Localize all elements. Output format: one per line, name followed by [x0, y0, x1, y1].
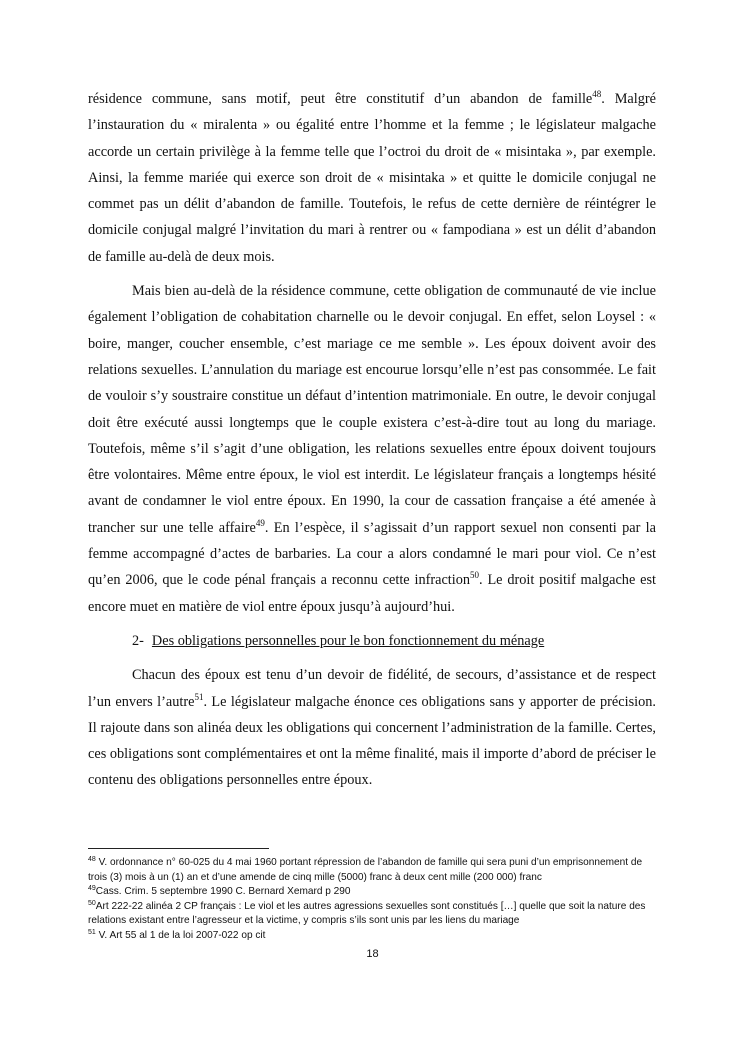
footnote-48: [88, 856, 660, 885]
footnote-text: Cass. Crim. 5 septembre 1990 C. Bernard Xemard p 290: [95, 886, 351, 898]
text-run: . Le législateur malgache énonce ces obligations sans y apporter de précision. Il rajoute dans son alinéa deux les obligations qui concernent l’administration de la famille. Certes, ces obligations sont complémentaires et ont la même finalité, mais il importe d’abord de préciser le contenu des obligations personnelles entre époux.: [88, 693, 656, 789]
footnote-divider: [88, 848, 269, 849]
heading-title: Des obligations personnelles pour le bon fonctionnement du ménage: [151, 632, 545, 649]
footnote-50: [88, 900, 660, 929]
footnote-ref[interactable]: 50: [470, 570, 480, 581]
text-run: . En l’espèce, il s’agissait d’un rapport sexuel non consenti par la femme accompagné d’actes de barbaries. La cour a alors condamné le mari pour viol. Ce n’est qu’en 2006, que le code pénal français a reconnu cette infraction: [88, 519, 656, 589]
footnotes-section: [88, 848, 660, 944]
footnote-51: [88, 929, 660, 944]
section-heading: [132, 628, 656, 654]
text-run: . Le droit positif malgache est encore muet en matière de viol entre époux jusqu’à aujourd’hui.: [88, 572, 657, 615]
footnote-text: V. Art 55 al 1 de la loi 2007-022 op cit: [95, 929, 266, 941]
footnote-ref[interactable]: 49: [255, 517, 265, 528]
footnote-ref[interactable]: 51: [194, 691, 204, 702]
text-run: résidence commune, sans motif, peut être constitutif d’un abandon de famille: [88, 91, 593, 107]
footnote-49: [88, 885, 660, 900]
text-run: Mais bien au-delà de la résidence commune, cette obligation de communauté de vie inclue également l’obligation de cohabitation charnelle ou le devoir conjugal. En effet, selon Loysel : « boire, manger, coucher ensemble, c’est mariage ce me semble ». Les époux doivent avoir des relations sexuelles. L’annulation du mariage est encourue lorsqu’elle n’est pas consommée. Le fait de vouloir s’y soustraire constitue un défaut d’intention matrimoniale. En outre, le devoir conjugal doit être exécuté aussi longtemps que le couple existera c’est-à-dire tout au long du mariage. Toutefois, même s’il s’agit d’une obligation, les relations sexuelles entre époux doivent toujours être volontaires. Même entre époux, le viol est interdit. Le législateur français a longtemps hésité avant de condamner le viol entre époux. En 1990, la cour de cassation française a été amenée à trancher sur une telle affaire: [88, 283, 656, 536]
page-body: [88, 86, 656, 802]
paragraph-obligations-personnelles: [88, 662, 656, 793]
footnote-text: Art 222-22 alinéa 2 CP français : Le viol et les autres agressions sexuelles sont constitués […] quelle que soit la nature des relations existant entre l’agresseur et la victime, y compris s’ils sont unis par les liens du mariage: [88, 900, 646, 927]
page-number: 18: [366, 948, 379, 960]
footnote-number: 51: [88, 928, 96, 936]
footnote-number: 49: [88, 885, 96, 893]
footnote-ref[interactable]: 48: [592, 89, 602, 99]
footnote-number: 50: [88, 899, 96, 907]
heading-number: 2-: [132, 632, 144, 649]
text-run: Chacun des époux est tenu d’un devoir de fidélité, de secours, d’assistance et de respect l’un envers l’autre: [88, 667, 656, 710]
paragraph-residence: [88, 86, 656, 270]
paragraph-devoir-conjugal: [88, 278, 656, 620]
footnote-text: V. ordonnance n° 60-025 du 4 mai 1960 portant répression de l’abandon de famille qui sera puni d’un emprisonnement de trois (3) mois à un (1) an et d’une amende de cinq mille (5000) franc à deux cent mille (200 000) franc: [88, 857, 643, 883]
footnote-number: 48: [88, 856, 96, 863]
text-run: . Malgré l’instauration du « miralenta » ou égalité entre l’homme et la femme ; le législateur malgache accorde un certain privilège à la femme telle que l’octroi du droit de « misintaka », par exemple. Ainsi, la femme mariée qui exerce son droit de « misintaka » et quitte le domicile conjugal ne commet pas un délit d’abandon de famille. Toutefois, le refus de cette dernière de réintégrer le domicile conjugal malgré l’invitation du mari à rentrer ou « fampodiana » est un délit d’abandon de famille au-delà de deux mois.: [88, 91, 656, 265]
